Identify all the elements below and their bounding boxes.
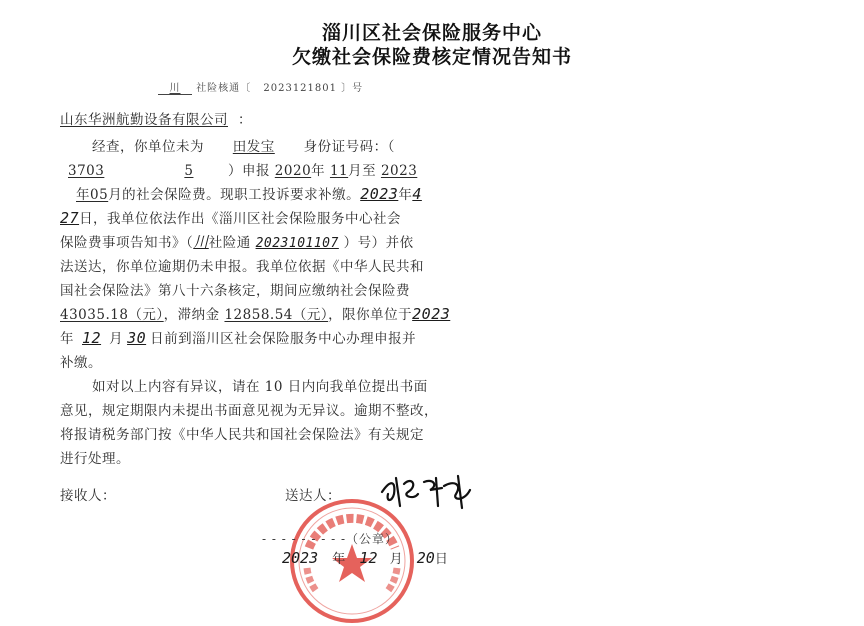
addressee [60,108,252,128]
text: ，滞纳金 [163,307,220,323]
doc-suffix: 〕号 [341,83,364,94]
para2-line-3: 将报请税务部门按《中华人民共和国社会保险法》有关规定 [60,427,424,443]
body-line-4 [60,207,401,227]
text: 年 [311,163,326,179]
text: ，限你单位于 [328,307,413,323]
sender-label: 送达人： [285,488,341,504]
date-day-unit: 日 [434,552,448,567]
doc-number: 2023121801 [263,83,337,94]
title-line-1: 淄川区社会保险服务中心 [321,22,542,44]
seal-dashes: - - - - - - - - - [262,532,347,546]
insurance-amount: 43035.18（元） [60,307,164,323]
text: 身份证号码：（ [303,139,395,155]
issue-date [282,548,448,567]
addressee-name: 山东华洲航勤设备有限公司 [60,112,228,128]
addressee-colon: ： [238,112,252,128]
text: 社险通 [208,235,251,251]
employee-name: 田发宝 [232,139,275,155]
handwritten-deadline-month: 12 [82,329,102,347]
handwritten-deadline-day: 30 [127,329,147,347]
para2-line-2: 意见，规定期限内未提出书面意见视为无异议。逾期不整改， [60,403,438,419]
text: 月的社会保险费。现职工投诉要求补缴。 [108,187,361,203]
body-line-2 [60,159,417,179]
text: 年 [398,187,413,203]
text: 月至 [348,163,377,179]
body-line-3 [60,183,422,203]
text: 保险费事项告知书》（ [60,235,194,251]
body-line-5 [60,231,414,252]
text: ）申报 [228,163,270,179]
handwritten-day: 27 [60,209,80,227]
date-year-unit: 年 [332,552,346,567]
text: 月 [109,331,124,347]
body-line-1 [92,135,395,155]
doc-middle: 社险核通〔 [196,83,252,94]
doc-prefix: 川 [158,79,192,95]
para2-line-4: 进行处理。 [60,451,130,467]
text: 经查，你单位未为 [92,139,204,155]
text: 年 [60,331,74,347]
body-line-6: 法送达，你单位逾期仍未申报。我单位依据《中华人民共和 [60,259,424,275]
receiver-label: 接收人： [60,488,116,504]
handwritten-number: 2023101107 [255,236,339,251]
text: ）号）并依 [343,235,414,251]
para2-line-1: 如对以上内容有异议，请在 10 日内向我单位提出书面 [92,379,428,395]
handwritten-deadline-year: 2023 [412,305,451,323]
date-day: 20 [416,549,435,567]
seal-label: （公章） [346,532,399,546]
start-month: 11 [329,163,349,179]
date-year: 2023 [282,549,319,567]
text: 年 [76,187,90,203]
end-month: 05 [90,187,109,203]
text: 日前到淄川区社会保险服务中心办理申报并 [150,331,417,347]
body-line-10: 补缴。 [60,355,102,371]
title-line-2: 欠缴社会保险费核定情况告知书 [291,46,572,68]
body-line-7: 国社会保险法》第八十六条核定，期间应缴纳社会保险费 [60,283,410,299]
body-line-9 [60,327,416,347]
document-number [158,79,363,95]
late-fee-amount: 12858.54（元） [224,307,329,323]
handwritten-code: 川 [193,233,209,251]
date-month-unit: 月 [389,552,403,567]
handwritten-year: 2023 [360,185,399,203]
date-month: 12 [359,549,378,567]
start-year: 2020 [274,163,312,179]
body-line-8 [60,303,450,323]
handwritten-month: 4 [412,185,422,203]
id-number: 3703 5 [68,163,194,179]
text: 日，我单位依法作出《淄川区社会保险服务中心社会 [79,211,402,227]
seal-note [262,530,398,547]
end-year: 2023 [380,163,418,179]
